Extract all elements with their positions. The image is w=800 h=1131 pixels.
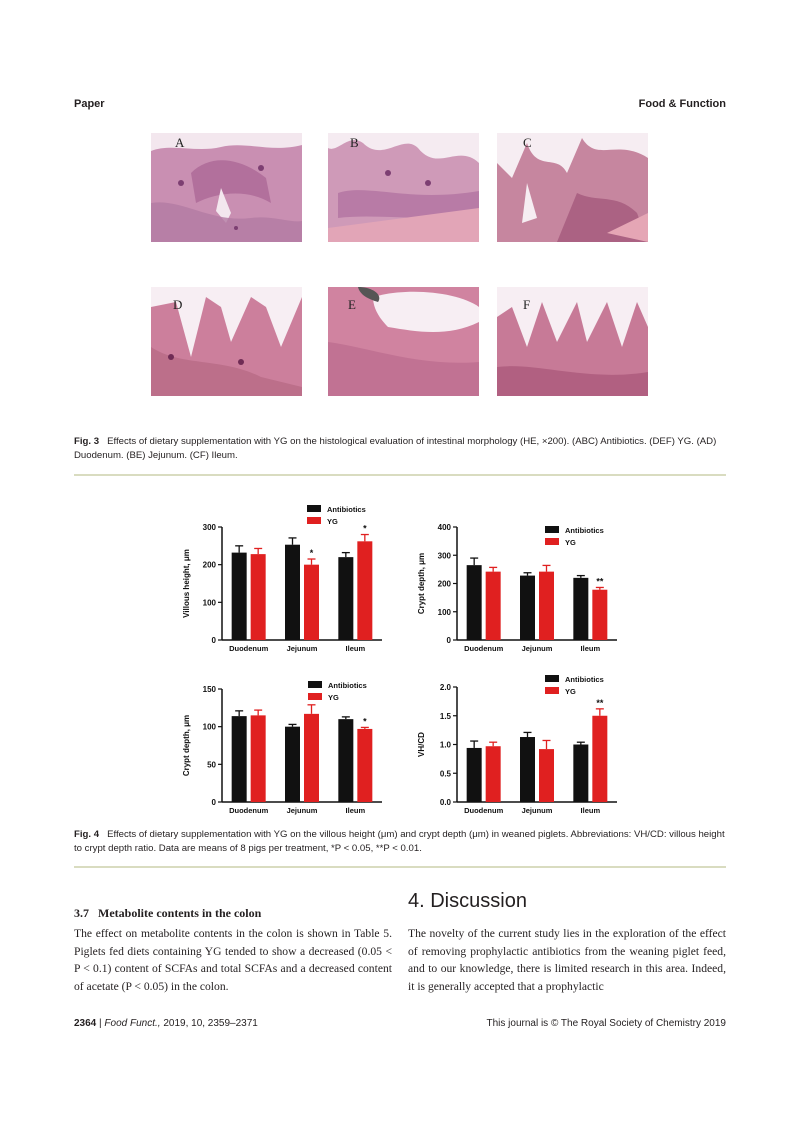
significance-marker: * [309, 548, 314, 559]
y-axis-label: VH/CD [417, 732, 426, 757]
y-tick-label: 400 [437, 523, 451, 532]
panel-label: C [523, 135, 532, 150]
y-tick-label: 50 [207, 760, 216, 770]
x-tick-label: Jejunum [521, 644, 553, 653]
page-number: 2364 [74, 1018, 97, 1029]
bar [467, 748, 482, 802]
legend-swatch [308, 681, 322, 688]
bar [338, 557, 353, 640]
bar [592, 716, 607, 802]
section-heading [74, 906, 261, 921]
caption-label: Fig. 4 [74, 829, 100, 840]
y-tick-label: 300 [437, 551, 451, 561]
legend-label: YG [565, 687, 576, 696]
legend-swatch [545, 538, 559, 545]
section-title: Metabolite contents in the colon [98, 906, 262, 920]
panel-label: A [175, 135, 185, 150]
caption-label: Fig. 3 [74, 436, 100, 447]
legend-swatch [307, 517, 321, 524]
panel-label: E [348, 297, 356, 312]
discussion-paragraph: The novelty of the current study lies in the exploration of the effect of removing prophylactic antibiotics from the weaning piglet feed, and to our knowledge, there is limited research in this area. Indeed, it is generally accepted that a prophylactic [408, 927, 726, 993]
section-number: 3.7 [74, 906, 89, 920]
y-tick-label: 100 [202, 598, 216, 608]
y-tick-label: 0 [446, 636, 451, 645]
significance-marker: ** [596, 576, 604, 587]
legend-label: YG [565, 538, 576, 547]
y-tick-label: 200 [437, 579, 451, 589]
y-tick-label: 200 [202, 560, 216, 570]
bar [251, 554, 266, 640]
bar [486, 746, 501, 802]
chart-crypt-depth-1 [410, 512, 630, 660]
figure-4-caption [74, 828, 726, 855]
bar [467, 565, 482, 640]
bar [573, 578, 588, 640]
bar [232, 716, 247, 802]
bar [539, 572, 554, 640]
legend-label: Antibiotics [565, 675, 604, 684]
bar [520, 576, 535, 640]
caption-text: Effects of dietary supplementation with YG on the villous height (μm) and crypt depth (μm) in weaned piglets. Abbreviations: VH/CD: villous height to crypt depth ratio. Data are means of 8 pigs per treatment, *P < 0.05, **P < 0.01. [74, 829, 725, 854]
bar [304, 714, 319, 802]
significance-marker: * [363, 523, 367, 534]
legend-swatch [545, 675, 559, 682]
caption-text: Effects of dietary supplementation with YG on the histological evaluation of intestinal morphology (HE, ×200). (ABC) Antibiotics. (DEF) YG. (AD) Duodenum. (BE) Jejunum. (CF) Ileum. [74, 436, 717, 461]
legend-swatch [545, 687, 559, 694]
discussion-heading: 4. Discussion [408, 890, 527, 912]
x-tick-label: Ileum [580, 644, 601, 653]
bar [357, 541, 372, 640]
y-tick-label: 1.5 [439, 711, 451, 721]
y-tick-label: 100 [437, 607, 451, 617]
legend-swatch [545, 526, 559, 533]
divider [74, 866, 726, 868]
y-tick-label: 100 [202, 722, 216, 732]
figure-3-caption [74, 435, 726, 462]
bar [304, 565, 319, 640]
y-tick-label: 0 [211, 798, 216, 807]
y-tick-label: 1.0 [439, 740, 451, 750]
divider [74, 474, 726, 476]
chart-vh-cd [410, 667, 630, 818]
bar [357, 729, 372, 802]
x-tick-label: Duodenum [229, 644, 269, 653]
x-tick-label: Ileum [580, 806, 601, 815]
bar [285, 545, 300, 640]
y-tick-label: 300 [202, 523, 216, 532]
bar [338, 719, 353, 802]
micrograph-f [497, 287, 648, 396]
x-tick-label: Duodenum [229, 806, 269, 815]
micrograph-d [151, 287, 302, 396]
y-axis-label: Crypt depth, μm [182, 714, 191, 777]
footer-right: This journal is © The Royal Society of Chemistry 2019 [486, 1018, 726, 1029]
chart-crypt-depth-2 [175, 672, 395, 818]
y-tick-label: 2.0 [439, 683, 451, 692]
legend-label: Antibiotics [327, 505, 366, 514]
y-axis-label: Crypt depth, μm [417, 552, 426, 615]
y-tick-label: 150 [202, 685, 216, 694]
x-tick-label: Ileum [345, 644, 366, 653]
legend-swatch [307, 505, 321, 512]
y-tick-label: 0.0 [439, 798, 451, 807]
x-tick-label: Jejunum [521, 806, 553, 815]
chart-villous-height [175, 495, 395, 660]
x-tick-label: Jejunum [286, 644, 318, 653]
legend-label: Antibiotics [565, 526, 604, 535]
micrograph-b [328, 133, 479, 242]
footer-left: 2364 | Food Funct., 2019, 10, 2359–2371 [74, 1018, 258, 1029]
bar [539, 749, 554, 802]
running-header-left: Paper [74, 98, 105, 110]
bar [520, 737, 535, 802]
bar [251, 715, 266, 802]
legend-swatch [308, 693, 322, 700]
section-paragraph: The effect on metabolite contents in the colon is shown in Table 5. Piglets fed diets containing YG tended to show a decreased (0.05 < P < 0.1) content of SCFAs and total SCFAs and a decreased content of acetate (P < 0.05) in the colon. [74, 927, 392, 993]
citation: 2019, 10, 2359–2371 [163, 1018, 258, 1029]
micrograph-a [151, 133, 302, 242]
x-tick-label: Ileum [345, 806, 366, 815]
legend-label: YG [327, 517, 338, 526]
x-tick-label: Duodenum [464, 644, 504, 653]
micrograph-e [328, 287, 479, 396]
micrograph-c [497, 133, 648, 242]
bar [232, 553, 247, 640]
x-tick-label: Duodenum [464, 806, 504, 815]
y-tick-label: 0.5 [439, 769, 451, 779]
legend-label: Antibiotics [328, 681, 367, 690]
panel-label: F [523, 297, 531, 312]
running-header-right: Food & Function [638, 98, 726, 110]
significance-marker: * [363, 716, 367, 727]
y-tick-label: 0 [211, 636, 216, 645]
bar [592, 590, 607, 640]
y-axis-label: Villous height, μm [182, 549, 191, 618]
bar [486, 572, 501, 640]
bar [285, 727, 300, 802]
significance-marker: ** [596, 697, 604, 708]
bar [573, 745, 588, 803]
panel-label: D [173, 297, 183, 312]
legend-label: YG [328, 693, 339, 702]
journal-name: Food Funct., [104, 1018, 161, 1029]
panel-label: B [350, 135, 359, 150]
x-tick-label: Jejunum [286, 806, 318, 815]
